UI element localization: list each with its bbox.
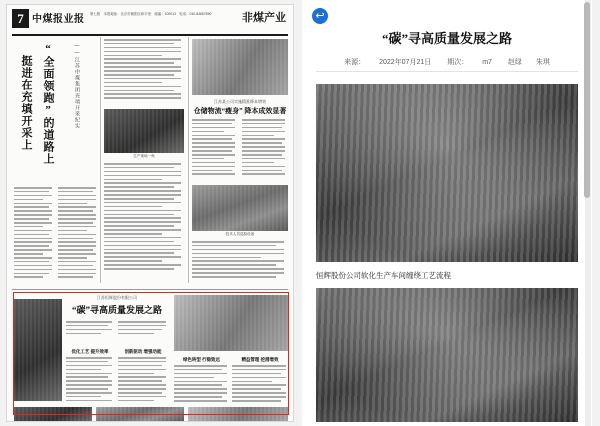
mid-right-body-text [192,241,288,283]
bottom-article-photo-right [174,295,288,351]
article-author-value: 朱琪 [535,59,550,66]
article-reader-pane [302,0,592,426]
bottom-article-lede-2 [118,321,168,343]
bottom-article-photo-left [14,299,62,401]
lead-article-headline-line1: “全面领跑”的道路上 [42,43,54,165]
top-right-body-column-1 [192,119,237,181]
article-photo-top-right [192,39,288,95]
bottom-subhead-3: 绿色转型 行稳致远 [182,357,221,362]
bottom-body-column-1 [66,357,114,405]
bottom-article-kicker: 江苏恒辉股份有限公司 [97,295,137,300]
bottom-article-headline: “碳”寻高质量发展之路 [71,305,162,315]
article-photo-1-caption: 恒辉股份公司软化生产车间缠绕工艺流程 [316,271,451,280]
article-photo-top-left [104,109,184,153]
article-title: “碳”寻高质量发展之路 [381,31,512,46]
article-photo-mid-right [192,185,288,231]
bottom-body-column-2 [118,357,168,405]
article-issue-label: 期次： [447,59,469,66]
newspaper-title: 中煤报业报 [32,14,85,25]
bottom-strip-photo-2 [96,407,184,421]
mid-column-text-top [104,39,184,105]
top-right-article-kicker: 江苏某公司实施精准降本增效 [214,99,266,104]
bottom-body-column-4 [232,365,288,405]
bottom-subhead-1: 优化工艺 提升效率 [71,349,109,354]
bottom-subhead-4: 精益管理 挖潜增效 [241,357,279,362]
back-arrow-icon[interactable]: ↩ [312,8,328,24]
column-rule [100,37,101,283]
reader-scrollbar-thumb[interactable] [584,2,590,198]
article-issue-value: m7 [482,59,492,66]
bottom-article-lede [66,321,114,343]
lead-body-column-2 [58,187,98,283]
article-source-label: 来源： [344,59,366,66]
reader-scrollbar-track[interactable] [585,0,591,426]
newspaper-masthead [12,8,288,36]
lead-body-column-1 [14,187,54,283]
article-metadata [302,57,592,67]
section-label: 非煤产业 [242,12,286,24]
lead-article-kicker: ——江苏中煤集团充填开采纪实 [74,43,80,129]
newspaper-page-thumbnail[interactable] [6,4,294,422]
bottom-subhead-2: 创新驱动 增强动能 [124,349,162,354]
article-photo-2 [316,288,578,422]
article-photo-1 [316,84,578,262]
newspaper-body [12,37,288,417]
bottom-body-column-3 [174,365,229,405]
horizontal-rule [12,289,288,290]
metadata-divider [316,71,578,72]
top-right-body-column-2 [242,119,287,181]
photo-caption-mid-right: 技术人员巡检设备 [225,232,255,236]
top-right-article-headline: 仓储物流“瘦身” 降本成效显著 [193,107,287,115]
bottom-strip-photo-1 [14,407,92,421]
article-author-label: 赵绿 [507,59,522,66]
article-source-value: 2022年07月21日 [379,59,432,66]
masthead-publication-info: 第七版 本报地址：北京市朝阳区和平里 邮编：100013 电话：010-84657890 [90,12,212,16]
page-number-badge: 7 [12,9,29,28]
photo-caption-top-left: 生产现场一角 [133,154,155,158]
lead-article-headline-line2: 挺进在充填开采上 [20,55,32,151]
mid-column-text-bottom [104,163,184,281]
column-rule [188,37,189,283]
bottom-strip-photo-3 [188,407,288,421]
